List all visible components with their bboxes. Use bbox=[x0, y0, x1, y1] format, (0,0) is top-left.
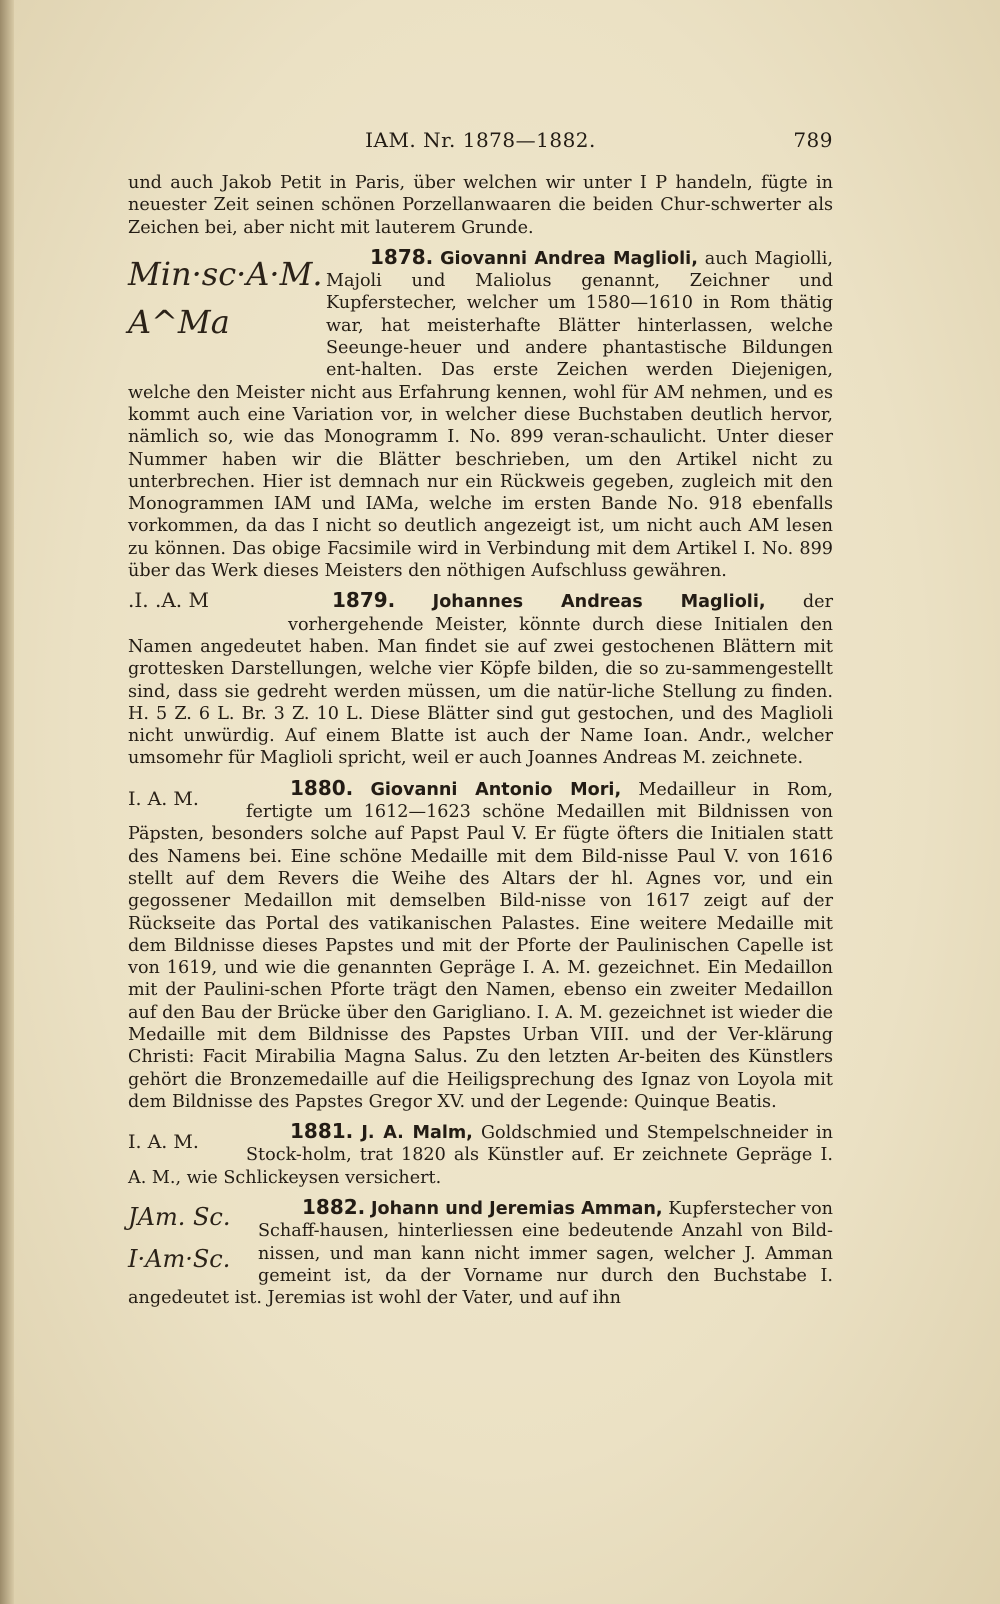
monogram-1882-first: JAm. Sc. bbox=[128, 1203, 231, 1232]
monogram-1878-second: A^Ma bbox=[128, 302, 230, 341]
running-header bbox=[128, 128, 833, 156]
intro-paragraph: und auch Jakob Petit in Paris, über welchen wir unter I P handeln, fügte in neuester Zeit seinen schönen Porzellanwaaren die beiden Chur-schwerter als Zeichen bei, aber nicht mit lauterem Grunde. bbox=[128, 173, 833, 238]
header-title: IAM. Nr. 1878—1882. bbox=[365, 128, 596, 152]
entry-name: Giovanni Antonio Mori, bbox=[370, 779, 622, 800]
entry-1882 bbox=[128, 1196, 833, 1309]
entry-number: 1881. bbox=[290, 1119, 354, 1144]
monogram-1882-second: I·Am·Sc. bbox=[128, 1245, 231, 1274]
entry-text: Medailleur in Rom, fertigte um 1612—1623 schöne Medaillen mit Bildnissen von Päpsten, besonders solche auf Papst Paul V. Er fügte öfters die Initialen statt des Namens bei. Eine schöne Medaille mit dem Bild-nisse Paul V. von 1616 stellt auf dem Revers die Weihe des Altars der hl. Agnes vor, und ein gegossener Medaillon mit demselben Bild-nisse von 1617 zeigt auf der Rückseite das Portal des vatikanischen Palastes. Eine weitere Medaille mit dem Bildnisse dieses Papstes und mit der Pforte der Paulinischen Capelle ist von 1619, und wie die genannten Gepräge I. A. M. gezeichnet. Ein Medaillon mit der Paulini-schen Pforte trägt den Namen, ebenso ein zweiter Medaillon auf den Bau der Brücke über den Garigliano. I. A. M. gezeichnet ist wieder die Medaille mit dem Bildnisse des Papstes Urban VIII. und der Ver-klärung Christi: Facit Mirabilia Magna Salus. Zu den letzten Ar-beiten des Künstlers gehört die Bronzemedaille auf die Heiligsprechung des Ignaz von Loyola mit dem Bildnisse des Papstes Gregor XV. und der Legende: Quinque Beatis. bbox=[128, 779, 833, 1112]
monogram-1881-first: I. A. M. bbox=[128, 1131, 199, 1154]
monogram-1879-first: .I. .A. M bbox=[128, 588, 209, 613]
page-number: 789 bbox=[793, 128, 833, 152]
entry-name: Johann und Jeremias Amman, bbox=[370, 1199, 663, 1220]
entry-text: Kupferstecher von Schaff-hausen, hinterliessen eine bedeutende Anzahl von Bild-nissen, und man kann nicht immer sagen, welcher J. Amman gemeint ist, da der Vorname nur durch den Buchstabe I. angedeutet ist. Jeremias ist wohl der Vater, und auf ihn bbox=[128, 1199, 834, 1309]
entry-text: Goldschmied und Stempelschneider in Stock-holm, trat 1820 als Künstler auf. Er zeichnete Gepräge I. A. M., wie Schlickeysen versichert. bbox=[128, 1123, 834, 1188]
entry-number: 1879. bbox=[332, 588, 396, 613]
entry-1879 bbox=[128, 589, 833, 769]
monogram-1880 bbox=[128, 777, 246, 821]
entry-number: 1880. bbox=[290, 775, 354, 800]
entry-name: Giovanni Andrea Maglioli, bbox=[440, 248, 698, 269]
monogram-1878-first: Min·sc·A·M. bbox=[128, 254, 323, 293]
entry-1878 bbox=[128, 246, 833, 582]
page-spine-shadow bbox=[0, 0, 14, 1604]
monogram-1881 bbox=[128, 1120, 246, 1164]
page-body bbox=[128, 172, 833, 1310]
entry-text: auch Magiolli, Majoli und Maliolus genannt, Zeichner und Kupferstecher, welcher um 1580—1610 in Rom thätig war, hat meisterhafte Blätter hinterlassen, welche Seeunge-heuer und andere phantastische Bildungen ent-halten. Das erste Zeichen werden Diejenigen, welche den Meister nicht aus Erfahrung kennen, wohl für AM nehmen, und es kommt auch eine Variation vor, in welcher diese Buchstaben deutlich hervor, nämlich so, wie das Monogramm I. No. 899 veran-schaulicht. Unter dieser Nummer haben wir die Blätter beschrieben, um den Artikel nicht zu unterbrechen. Hier ist demnach nur ein Rückweis gegeben, zugleich mit den Monogrammen IAM und IAMa, welche im ersten Bande No. 918 ebenfalls vorkommen, da das I nicht so deutlich angezeigt ist, um nicht auch AM lesen zu können. Das obige Facsimile wird in Verbindung mit dem Artikel I. No. 899 über das Werk dieses Meisters den nöthigen Aufschluss gewähren. bbox=[128, 248, 833, 582]
entry-name: Johannes Andreas Maglioli, bbox=[432, 592, 766, 613]
entry-name: J. A. Malm, bbox=[361, 1123, 473, 1144]
monogram-1882 bbox=[128, 1196, 258, 1286]
entry-number: 1882. bbox=[302, 1195, 366, 1220]
monogram-1879 bbox=[128, 589, 288, 633]
monogram-1880-first: I. A. M. bbox=[128, 787, 199, 810]
entry-number: 1878. bbox=[370, 244, 434, 269]
entry-text: der vorhergehende Meister, könnte durch diese Initialen den Namen angedeutet haben. Man findet sie auf zwei gestochenen Blättern mit grottesken Darstellungen, welche vier Köpfe bilden, die so zu-sammengestellt sind, dass sie gedreht werden müssen, um die natür-liche Stellung zu finden. H. 5 Z. 6 L. Br. 3 Z. 10 L. Diese Blätter sind gut gestochen, und des Maglioli nicht unwürdig. Auf einem Blatte ist auch der Name Ioan. Andr., welcher umsomehr für Maglioli spricht, weil er auch Joannes Andreas M. zeichnete. bbox=[128, 592, 834, 769]
entry-1880 bbox=[128, 777, 833, 1113]
entry-1881 bbox=[128, 1120, 833, 1189]
monogram-1878 bbox=[128, 250, 326, 360]
